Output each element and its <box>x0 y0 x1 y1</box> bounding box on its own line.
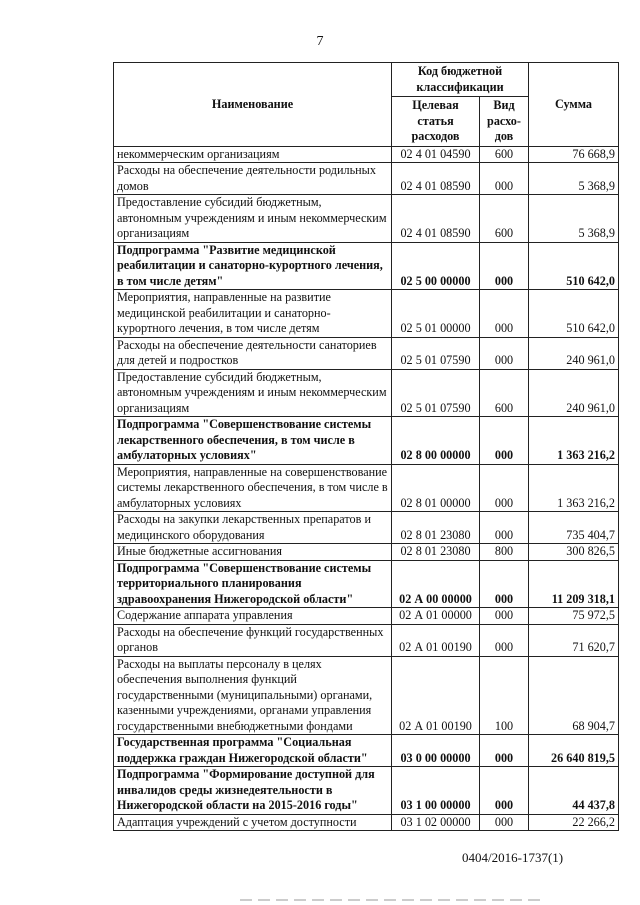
cell-name: некоммерческим организациям <box>114 146 392 163</box>
cell-name: Мероприятия, направленные на развитие медицинской реабилитации и санаторно-курортного лечения, в том числе детям <box>114 290 392 338</box>
cell-code: 02 8 01 00000 <box>392 464 480 512</box>
header-sum: Сумма <box>529 63 619 147</box>
table-row <box>114 608 619 625</box>
cell-code: 02 А 00 00000 <box>392 560 480 608</box>
cell-vid: 000 <box>480 242 529 290</box>
cell-sum: 11 209 318,1 <box>529 560 619 608</box>
cell-code: 02 4 01 08590 <box>392 163 480 195</box>
document-id: 0404/2016-1737(1) <box>462 850 564 865</box>
cell-sum: 300 826,5 <box>529 544 619 561</box>
cell-vid: 000 <box>480 624 529 656</box>
cell-vid: 000 <box>480 735 529 767</box>
table-row <box>114 624 619 656</box>
table-row <box>114 163 619 195</box>
cell-code: 02 8 01 23080 <box>392 512 480 544</box>
table-row <box>114 337 619 369</box>
cell-sum: 5 368,9 <box>529 163 619 195</box>
cell-sum: 1 363 216,2 <box>529 417 619 465</box>
table-row <box>114 767 619 815</box>
cell-code: 02 8 00 00000 <box>392 417 480 465</box>
cell-vid: 000 <box>480 464 529 512</box>
cell-name: Расходы на обеспечение деятельности родильных домов <box>114 163 392 195</box>
table-row <box>114 146 619 163</box>
table-row <box>114 464 619 512</box>
cell-name: Подпрограмма "Совершенствование системы лекарственного обеспечения, в том числе в амбулаторных условиях" <box>114 417 392 465</box>
cell-vid: 000 <box>480 814 529 831</box>
cell-code: 02 5 01 07590 <box>392 369 480 417</box>
cell-vid: 800 <box>480 544 529 561</box>
scan-artifact <box>240 899 540 901</box>
header-target: Целевая статья расходов <box>392 97 480 147</box>
cell-vid: 600 <box>480 195 529 243</box>
cell-name: Государственная программа "Социальная поддержка граждан Нижегородской области" <box>114 735 392 767</box>
cell-name: Иные бюджетные ассигнования <box>114 544 392 561</box>
table-body <box>114 146 619 831</box>
cell-name: Мероприятия, направленные на совершенствование системы лекарственного обеспечения, в том числе в амбулаторных условиях <box>114 464 392 512</box>
cell-vid: 000 <box>480 290 529 338</box>
cell-vid: 000 <box>480 512 529 544</box>
cell-code: 02 5 01 07590 <box>392 337 480 369</box>
cell-sum: 26 640 819,5 <box>529 735 619 767</box>
table-row <box>114 560 619 608</box>
table-row <box>114 417 619 465</box>
budget-table <box>113 62 619 831</box>
header-name: Наименование <box>114 63 392 147</box>
cell-code: 02 5 00 00000 <box>392 242 480 290</box>
header-kbk: Код бюджетной классификации <box>392 63 529 97</box>
cell-sum: 1 363 216,2 <box>529 464 619 512</box>
cell-sum: 76 668,9 <box>529 146 619 163</box>
cell-code: 02 4 01 08590 <box>392 195 480 243</box>
cell-sum: 510 642,0 <box>529 242 619 290</box>
cell-vid: 600 <box>480 369 529 417</box>
cell-vid: 100 <box>480 656 529 735</box>
cell-name: Расходы на обеспечение функций государственных органов <box>114 624 392 656</box>
cell-vid: 000 <box>480 163 529 195</box>
table-row <box>114 369 619 417</box>
cell-sum: 75 972,5 <box>529 608 619 625</box>
cell-vid: 000 <box>480 417 529 465</box>
header-vid: Вид расхо-дов <box>480 97 529 147</box>
cell-sum: 240 961,0 <box>529 369 619 417</box>
table-row <box>114 195 619 243</box>
cell-name: Предоставление субсидий бюджетным, автономным учреждениям и иным некоммерческим организациям <box>114 195 392 243</box>
cell-name: Подпрограмма "Совершенствование системы территориального планирования здравоохранения Нижегородской области" <box>114 560 392 608</box>
cell-name: Расходы на выплаты персоналу в целях обеспечения выполнения функций государственными (муниципальными) органами, казенными учреждениями, органами управления государственными внебюджетными фондами <box>114 656 392 735</box>
table-row <box>114 290 619 338</box>
cell-code: 02 А 01 00190 <box>392 624 480 656</box>
cell-vid: 600 <box>480 146 529 163</box>
cell-name: Расходы на закупки лекарственных препаратов и медицинского оборудования <box>114 512 392 544</box>
cell-vid: 000 <box>480 767 529 815</box>
table-row <box>114 735 619 767</box>
cell-code: 02 5 01 00000 <box>392 290 480 338</box>
cell-name: Адаптация учреждений с учетом доступности <box>114 814 392 831</box>
cell-sum: 44 437,8 <box>529 767 619 815</box>
cell-sum: 71 620,7 <box>529 624 619 656</box>
cell-sum: 68 904,7 <box>529 656 619 735</box>
table-row <box>114 544 619 561</box>
cell-name: Подпрограмма "Формирование доступной для инвалидов среды жизнедеятельности в Нижегородской области на 2015-2016 годы" <box>114 767 392 815</box>
cell-code: 03 1 02 00000 <box>392 814 480 831</box>
cell-sum: 510 642,0 <box>529 290 619 338</box>
cell-name: Содержание аппарата управления <box>114 608 392 625</box>
cell-sum: 735 404,7 <box>529 512 619 544</box>
cell-sum: 5 368,9 <box>529 195 619 243</box>
cell-code: 02 8 01 23080 <box>392 544 480 561</box>
page-number: 7 <box>316 34 324 49</box>
cell-sum: 22 266,2 <box>529 814 619 831</box>
cell-vid: 000 <box>480 608 529 625</box>
cell-vid: 000 <box>480 337 529 369</box>
table-row <box>114 814 619 831</box>
cell-code: 02 А 01 00000 <box>392 608 480 625</box>
header-row-top <box>114 63 619 97</box>
table-row <box>114 656 619 735</box>
cell-code: 02 4 01 04590 <box>392 146 480 163</box>
cell-name: Расходы на обеспечение деятельности санаториев для детей и подростков <box>114 337 392 369</box>
cell-code: 03 1 00 00000 <box>392 767 480 815</box>
table-row <box>114 242 619 290</box>
table-row <box>114 512 619 544</box>
cell-name: Предоставление субсидий бюджетным, автономным учреждениям и иным некоммерческим организациям <box>114 369 392 417</box>
cell-sum: 240 961,0 <box>529 337 619 369</box>
cell-code: 02 А 01 00190 <box>392 656 480 735</box>
cell-name: Подпрограмма "Развитие медицинской реабилитации и санаторно-курортного лечения, в том числе детям" <box>114 242 392 290</box>
cell-vid: 000 <box>480 560 529 608</box>
cell-code: 03 0 00 00000 <box>392 735 480 767</box>
